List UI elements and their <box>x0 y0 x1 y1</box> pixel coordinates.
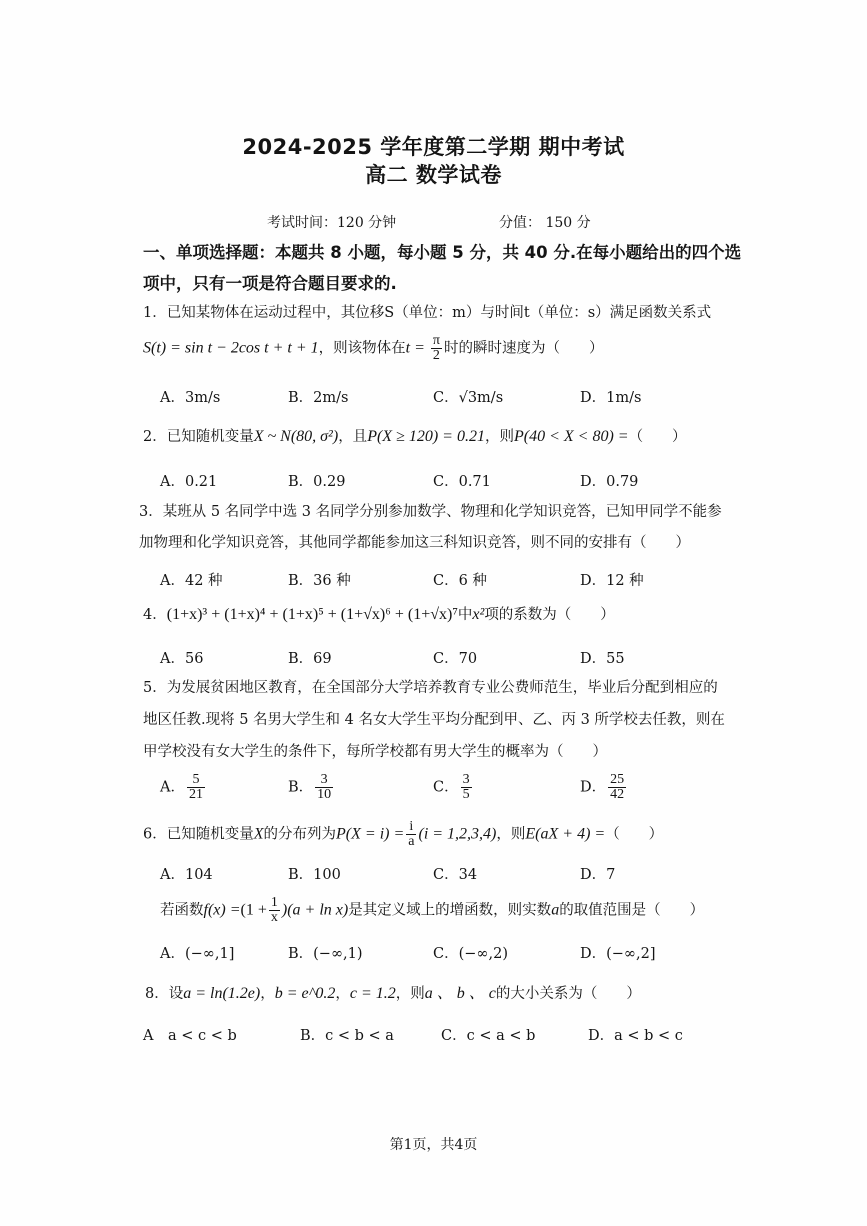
exam-time: 考试时间：120 分钟 <box>267 215 397 231</box>
question-5-text-cont2: 甲学校没有女大学生的条件下，每所学校都有男大学生的概率为（ ） <box>143 744 607 760</box>
q4-option-a[interactable]: A．56 <box>160 651 204 667</box>
q1-option-d[interactable]: D．1m/s <box>580 390 642 406</box>
q2-option-b[interactable]: B．0.29 <box>288 474 346 490</box>
q6-option-d[interactable]: D．7 <box>580 867 616 883</box>
question-1-formula-line: S(t) = sin t − 2cos t + t + 1，则该物体在t = $\frac{\pi}{2}$ 时的瞬时速度为（ ） <box>143 333 604 363</box>
q3-option-b[interactable]: B．36 种 <box>288 573 351 589</box>
q2-option-d[interactable]: D．0.79 <box>580 474 639 490</box>
q1-formula: S(t) = sin t − 2cos t + t + 1 <box>143 339 319 357</box>
q5-option-b[interactable]: B． $\frac{3}{10}$ <box>288 772 332 802</box>
q8-option-c[interactable]: C．c < a < b <box>441 1028 536 1044</box>
q6-option-c[interactable]: C．34 <box>433 867 478 883</box>
q4-option-c[interactable]: C．70 <box>433 651 478 667</box>
q6-option-b[interactable]: B．100 <box>288 867 341 883</box>
q2-option-c[interactable]: C．0.71 <box>433 474 491 490</box>
question-2-text: 2．已知随机变量X ~ N(80, σ²)，且P(X ≥ 120) = 0.21，则P(40 < X < 80) =（ ） <box>143 428 687 445</box>
exam-subtitle: 高二 数学试卷 <box>365 163 502 187</box>
q7-option-b[interactable]: B．(−∞,1) <box>288 946 363 962</box>
q5-option-d[interactable]: D． $\frac{25}{42}$ <box>580 772 625 802</box>
question-4-text: 4．(1+x)³ + (1+x)⁴ + (1+x)⁵ + (1+√x)⁶ + (1+√x)⁷中x²项的系数为（ ） <box>143 606 615 623</box>
question-8-text: 8．设a = ln(1.2e)，b = e^0.2，c = 1.2，则a 、 b 、 c的大小关系为（ ） <box>145 985 641 1002</box>
question-3-text-cont: 加物理和化学知识竞答，其他同学都能参加这三科知识竞答，则不同的安排有（ ） <box>139 535 690 551</box>
question-6-text: 6．已知随机变量X的分布列为P(X = i) = $\frac{i}{a}$ (i = 1,2,3,4)，则E(aX + 4) =（ ） <box>143 819 664 849</box>
q2-option-a[interactable]: A．0.21 <box>160 474 218 490</box>
q3-option-d[interactable]: D．12 种 <box>580 573 644 589</box>
question-5-text-cont: 地区任教.现将 5 名男大学生和 4 名女大学生平均分配到甲、乙、丙 3 所学校去任教，则在 <box>143 712 725 728</box>
question-3-text: 3．某班从 5 名同学中选 3 名同学分别参加数学、物理和化学知识竞答，已知甲同学不能参 <box>139 504 722 520</box>
q1-option-a[interactable]: A．3m/s <box>160 390 221 406</box>
q8-option-d[interactable]: D．a < b < c <box>588 1028 683 1044</box>
question-5-text: 5．为发展贫困地区教育，在全国部分大学培养教育专业公费师范生，毕业后分配到相应的 <box>143 680 718 696</box>
page-footer: 第1页，共4页 <box>389 1137 478 1153</box>
q5-option-a[interactable]: A． $\frac{5}{21}$ <box>160 772 203 802</box>
exam-score: 分值： 150 分 <box>499 215 591 231</box>
q1-option-b[interactable]: B．2m/s <box>288 390 349 406</box>
q8-option-b[interactable]: B．c < b < a <box>300 1028 394 1044</box>
q7-option-a[interactable]: A．(−∞,1] <box>160 946 235 962</box>
q3-option-a[interactable]: A．42 种 <box>160 573 223 589</box>
q4-option-b[interactable]: B．69 <box>288 651 332 667</box>
q5-option-c[interactable]: C． $\frac{3}{5}$ <box>433 772 470 802</box>
q7-option-c[interactable]: C．(−∞,2) <box>433 946 508 962</box>
q7-option-d[interactable]: D．(−∞,2] <box>580 946 656 962</box>
q1-fraction: $\frac{\pi}{2}$ <box>432 333 440 363</box>
section-heading: 一、单项选择题：本题共 8 小题，每小题 5 分，共 40 分.在每小题给出的四个选 <box>143 243 742 262</box>
q4-expression: (1+x)³ + (1+x)⁴ + (1+x)⁵ + (1+√x)⁶ + (1+√x)⁷ <box>166 606 458 623</box>
section-heading-cont: 项中，只有一项是符合题目要求的. <box>143 274 397 293</box>
q3-option-c[interactable]: C．6 种 <box>433 573 487 589</box>
q1-option-c[interactable]: C．√3m/s <box>433 390 504 406</box>
question-7-text: 若函数f(x) =(1 + $\frac{1}{x}$ )(a + ln x)是其定义域上的增函数，则实数a的取值范围是（ ） <box>160 895 705 925</box>
q4-option-d[interactable]: D．55 <box>580 651 625 667</box>
exam-title: 2024-2025 学年度第二学期 期中考试 <box>242 135 625 159</box>
question-1-text: 1．已知某物体在运动过程中，其位移S（单位：m）与时间t（单位：s）满足函数关系式 <box>143 305 712 321</box>
q8-option-a[interactable]: A a < c < b <box>143 1028 237 1044</box>
q6-option-a[interactable]: A．104 <box>160 867 213 883</box>
